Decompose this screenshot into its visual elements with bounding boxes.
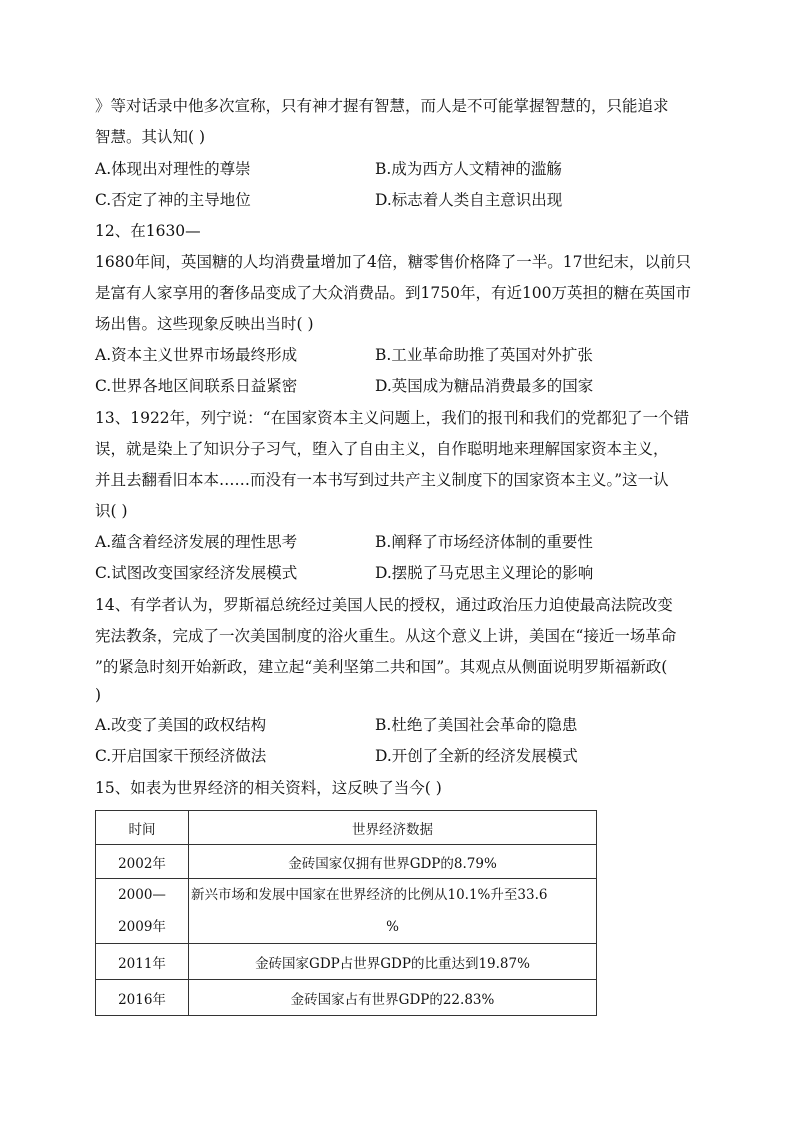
table-row — [96, 944, 597, 980]
q14-text-line3: ”的紧急时刻开始新政，建立起“美利坚第二共和国”。其观点从侧面说明罗斯福新政( — [95, 658, 668, 676]
row-time: 2002年 — [96, 845, 189, 879]
row-data: 金砖国家仅拥有世界GDP的8.79% — [189, 845, 597, 879]
q12-option-a: A.资本主义世界市场最终形成 — [95, 346, 298, 364]
q13-text-line4: 识( ) — [95, 502, 128, 520]
q12-text-line4: 场出售。这些现象反映出当时( ) — [95, 315, 314, 333]
q11-option-b: B.成为西方人文精神的滥觞 — [375, 160, 562, 178]
table-header-row — [96, 811, 597, 845]
q13-option-d: D.摆脱了马克思主义理论的影响 — [375, 564, 594, 582]
world-economy-table — [95, 810, 597, 1016]
q11-option-d: D.标志着人类自主意识出现 — [375, 191, 563, 209]
q13-text-line2: 误，就是染上了知识分子习气，堕入了自由主义，自作聪明地来理解国家资本主义， — [95, 440, 669, 458]
table-row — [96, 879, 597, 944]
q11-option-a: A.体现出对理性的尊崇 — [95, 160, 251, 178]
row-data — [189, 879, 597, 944]
row-time — [96, 879, 189, 944]
row-time-part-a: 2000— — [118, 887, 166, 903]
q13-option-c: C.试图改变国家经济发展模式 — [95, 564, 298, 582]
q15-text-line1: 15、如表为世界经济的相关资料，这反映了当今( ) — [95, 779, 442, 797]
q12-option-c: C.世界各地区间联系日益紧密 — [95, 377, 298, 395]
row-time: 2011年 — [96, 944, 189, 980]
q14-option-a: A.改变了美国的政权结构 — [95, 716, 267, 734]
q14-text-line1: 14、有学者认为，罗斯福总统经过美国人民的授权，通过政治压力迫使最高法院改变 — [95, 596, 673, 614]
q14-option-b: B.杜绝了美国社会革命的隐患 — [375, 716, 578, 734]
header-time: 时间 — [96, 811, 189, 845]
q12-text-line1: 12、在1630— — [95, 222, 201, 240]
q14-text-line2: 宪法教条，完成了一次美国制度的浴火重生。从这个意义上讲，美国在“接近一场革命 — [95, 627, 677, 645]
q14-option-d: D.开创了全新的经济发展模式 — [375, 747, 578, 765]
q11-option-c: C.否定了神的主导地位 — [95, 191, 251, 209]
table-row — [96, 845, 597, 879]
row-data-part-b: % — [386, 919, 399, 935]
q14-option-c: C.开启国家干预经济做法 — [95, 747, 267, 765]
q13-option-a: A.蕴含着经济发展的理性思考 — [95, 533, 298, 551]
row-data: 金砖国家GDP占世界GDP的比重达到19.87% — [189, 944, 597, 980]
q12-text-line3: 是富有人家享用的奢侈品变成了大众消费品。到1750年，有近100万英担的糖在英国市 — [95, 284, 692, 302]
q12-option-d: D.英国成为糖品消费最多的国家 — [375, 377, 594, 395]
q11-text-line1: 》等对话录中他多次宣称，只有神才握有智慧，而人是不可能掌握智慧的，只能追求 — [95, 97, 669, 115]
q14-text-line4: ) — [95, 686, 102, 704]
q12-option-b: B.工业革命助推了英国对外扩张 — [375, 346, 593, 364]
row-data: 金砖国家占有世界GDP的22.83% — [189, 980, 597, 1016]
row-time-part-b: 2009年 — [118, 919, 166, 935]
q13-option-b: B.阐释了市场经济体制的重要性 — [375, 533, 593, 551]
table-row — [96, 980, 597, 1016]
row-data-part-a: 新兴市场和发展中国家在世界经济的比例从10.1%升至33.6 — [191, 887, 548, 903]
q12-text-line2: 1680年间，英国糖的人均消费量增加了4倍，糖零售价格降了一半。17世纪末，以前只 — [95, 253, 692, 271]
header-data: 世界经济数据 — [189, 811, 597, 845]
q11-text-line2: 智慧。其认知( ) — [95, 128, 206, 146]
q13-text-line3: 并且去翻看旧本本……而没有一本书写到过共产主义制度下的国家资本主义。”这一认 — [95, 471, 669, 489]
q13-text-line1: 13、1922年，列宁说：“在国家资本主义问题上，我们的报刊和我们的党都犯了一个错 — [95, 409, 690, 427]
row-time: 2016年 — [96, 980, 189, 1016]
